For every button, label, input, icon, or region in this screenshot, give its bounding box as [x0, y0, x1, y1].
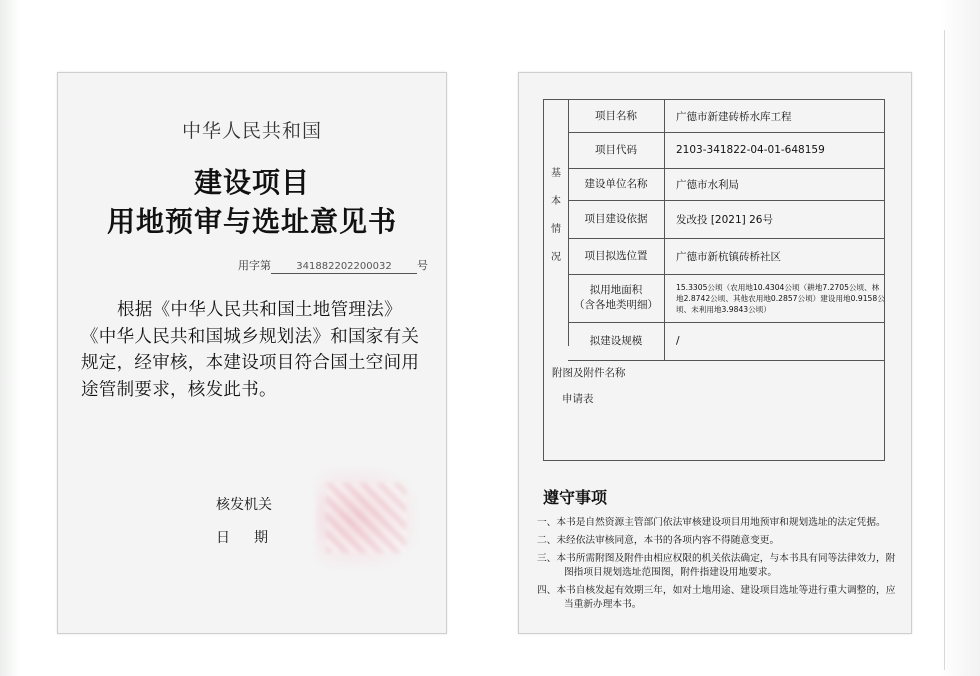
table-row — [568, 274, 884, 323]
table-row — [568, 168, 884, 201]
legal-basis-paragraph: 根据《中华人民共和国土地管理法》《中华人民共和国城乡规划法》和国家有关规定，经审核，本建设项目符合国土空间用途管制要求，核发此书。 — [81, 300, 420, 400]
redacted-stamp — [316, 468, 416, 568]
scan-shadow-left — [0, 0, 20, 676]
issue-date-label: 日期 — [216, 530, 292, 546]
attachment-item: 申请表 — [562, 393, 594, 405]
row-value: 15.3305公顷（农用地10.4304公顷（耕地7.2705公顷、林地2.8742公顷、其他农用地0.2857公顷）建设用地0.9158公顷、未利用地3.9843公顷） — [676, 282, 885, 314]
rules-list — [537, 516, 899, 616]
rule-item: 一、本书是自然资源主管部门依法审核建设项目用地预审和规划选址的法定凭据。 — [537, 517, 886, 528]
row-value: 广德市新建砖桥水库工程 — [676, 110, 792, 123]
row-label: 建设单位名称 — [568, 168, 665, 200]
row-value: 广德市水利局 — [676, 178, 739, 191]
title-line-1: 建设项目 — [193, 166, 310, 199]
document-number — [238, 257, 428, 274]
row-label: 拟建设规模 — [568, 322, 665, 360]
rule-item: 三、本书所需附图及附件由相应权限的机关依法确定，与本书具有同等法律效力，附图指项目规划选址范围图，附件指建设用地要求。 — [537, 553, 896, 578]
cover-page — [57, 72, 447, 634]
doc-number-suffix: 号 — [417, 259, 428, 272]
table-row — [568, 132, 884, 169]
country-name: 中华人民共和国 — [181, 120, 322, 142]
rules-title: 遵守事项 — [543, 488, 608, 507]
issuing-authority-label: 核发机关 — [216, 497, 272, 513]
row-label: 项目拟选位置 — [568, 238, 665, 274]
basic-info-side-column — [544, 100, 569, 346]
rule-item: 四、本书自核发起有效期三年，如对土地用途、建设项目选址等进行重大调整的，应当重新办理本书。 — [537, 585, 896, 610]
row-label: 拟用地面积 （含各地类明细） — [568, 274, 665, 322]
doc-number-value: 341882202200032 — [271, 261, 417, 274]
row-value: 发改投 [2021] 26号 — [676, 213, 773, 226]
doc-number-prefix: 用字第 — [238, 259, 271, 272]
row-label: 项目建设依据 — [568, 200, 665, 238]
basic-info-table — [543, 99, 885, 461]
row-label: 项目代码 — [568, 132, 665, 168]
title-line-2: 用地预审与选址意见书 — [106, 205, 397, 238]
details-page — [518, 72, 912, 634]
attachments-title: 附图及附件名称 — [552, 367, 626, 379]
row-label: 项目名称 — [568, 100, 665, 132]
scan-shadow-right — [940, 0, 980, 676]
row-value: 2103-341822-04-01-648159 — [676, 144, 825, 156]
table-row — [568, 322, 884, 361]
row-value: / — [676, 335, 680, 347]
rule-item: 二、未经依法审核同意，本书的各项内容不得随意变更。 — [537, 535, 780, 546]
row-value: 广德市新杭镇砖桥社区 — [676, 250, 781, 263]
table-row — [568, 238, 884, 275]
basic-info-section-label: 基本情况 — [551, 168, 561, 263]
table-row — [568, 100, 884, 133]
table-row — [568, 200, 884, 239]
